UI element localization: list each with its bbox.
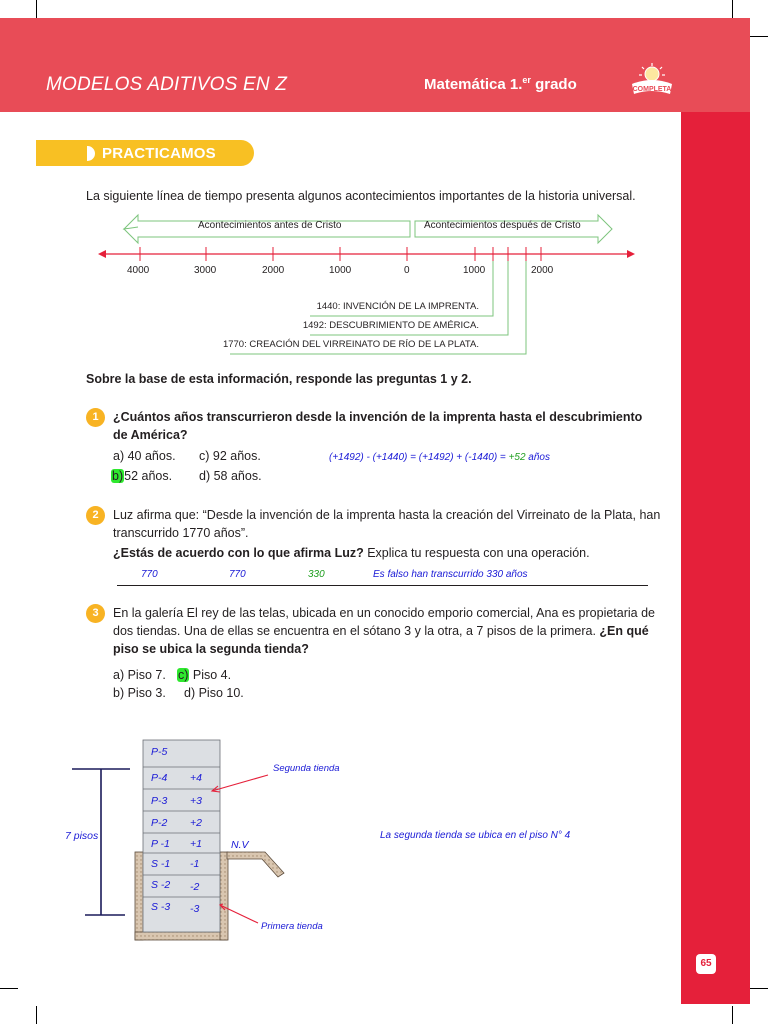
crop-mark <box>732 1006 733 1024</box>
question-2-line: Luz afirma que: “Desde la invención de la imprenta hasta la creación del Virreinato de la Plata, han <box>113 508 661 522</box>
timeline-tick-label: 1000 <box>329 265 352 276</box>
intro-text: La siguiente línea de tiempo presenta algunos acontecimientos importantes de la historia universal. <box>86 189 636 203</box>
conclusion-text: La segunda tienda se ubica en el piso N° 4 <box>380 830 571 841</box>
question-2-ask: ¿Estás de acuerdo con lo que afirma Luz? Explica tu respuesta con una operación. <box>113 546 590 560</box>
first-store-label: Primera tienda <box>261 921 323 932</box>
q1-option-a: a) 40 años. <box>113 449 176 463</box>
question-number: 2 <box>86 506 105 525</box>
q2-answer: 770 <box>141 569 158 580</box>
answer-highlight: b) <box>112 469 124 483</box>
seven-floors-label: 7 pisos <box>65 830 99 842</box>
timeline-event: 1492: DESCUBRIMIENTO DE AMÉRICA. <box>302 320 479 331</box>
question-1-text: ¿Cuántos años transcurrieron desde la invención de la imprenta hasta el descubrimiento de América? <box>113 410 643 442</box>
subject-title: Matemática 1.$^{er}$ grado <box>424 75 577 93</box>
q1-option-d: d) 58 años. <box>199 469 262 483</box>
floor-value: +2 <box>190 817 202 829</box>
timeline-before-label: Acontecimientos antes de Cristo <box>198 220 342 231</box>
page-number: 65 <box>696 954 716 974</box>
crop-mark <box>750 988 768 989</box>
timeline-tick-label: 1000 <box>463 265 486 276</box>
floor-name: P-3 <box>151 795 168 807</box>
q3-option-d: d) Piso 10. <box>184 686 244 700</box>
floor-value: +4 <box>190 772 202 784</box>
question-number: 3 <box>86 604 105 623</box>
completa-logo <box>626 62 678 102</box>
question-2-line: transcurrido 1770 años”. <box>113 526 249 540</box>
floor-name: P-4 <box>151 772 168 784</box>
crop-mark <box>732 0 733 18</box>
ground-level-label: N.V <box>231 839 249 851</box>
q2-answer: Es falso han transcurrido 330 años <box>373 569 528 580</box>
timeline-tick-label: 2000 <box>262 265 285 276</box>
question-3-line: piso se ubica la segunda tienda? <box>113 642 309 656</box>
answer-highlight: c) <box>178 668 189 682</box>
q1-handwritten-work: (+1492) - (+1440) = (+1492) + (-1440) = +52 años <box>329 452 550 463</box>
floor-value: -3 <box>190 903 200 915</box>
floor-name: P -1 <box>151 838 170 850</box>
timeline-event: 1770: CREACIÓN DEL VIRREINATO DE RÍO DE LA PLATA. <box>222 339 479 350</box>
crop-mark <box>0 988 18 989</box>
svg-text:COMPLETA: COMPLETA <box>632 86 672 93</box>
q1-option-c: c) 92 años. <box>199 449 261 463</box>
timeline-event: 1440: INVENCIÓN DE LA IMPRENTA. <box>316 301 479 312</box>
floor-name: S -2 <box>151 879 171 891</box>
question-3-line: En la galería El rey de las telas, ubicada en un conocido emporio comercial, Ana es propietaria de <box>113 606 655 620</box>
floor-value: -2 <box>190 881 200 893</box>
question-number: 1 <box>86 408 105 427</box>
q3-option-c: c) Piso 4. <box>178 668 232 682</box>
floor-value: +3 <box>190 795 202 807</box>
side-band <box>681 112 750 1004</box>
q2-answer: 330 <box>308 569 325 580</box>
floor-value: +1 <box>190 838 202 850</box>
floor-value: -1 <box>190 858 200 870</box>
crop-mark <box>36 0 37 18</box>
second-store-label: Segunda tienda <box>273 763 340 774</box>
timeline-tick-label: 0 <box>404 265 410 276</box>
instructions: Sobre la base de esta información, responde las preguntas 1 y 2. <box>86 372 472 386</box>
crop-mark <box>36 1006 37 1024</box>
floor-name: P-2 <box>151 817 168 829</box>
timeline-tick-label: 3000 <box>194 265 217 276</box>
timeline-tick-label: 2000 <box>531 265 554 276</box>
section-label: PRACTICAMOS <box>102 145 216 162</box>
floor-name: S -1 <box>151 858 171 870</box>
q3-option-a: a) Piso 7. <box>113 668 166 682</box>
chapter-title: MODELOS ADITIVOS EN Z <box>46 74 288 95</box>
floor-name: P-5 <box>151 746 168 758</box>
q3-option-b: b) Piso 3. <box>113 686 166 700</box>
floor-name: S -3 <box>151 901 171 913</box>
q1-option-b: b)52 años. <box>112 469 173 483</box>
timeline-tick-label: 4000 <box>127 265 150 276</box>
q2-answer: 770 <box>229 569 246 580</box>
timeline-after-label: Acontecimientos después de Cristo <box>424 220 581 231</box>
answer-line <box>117 585 648 586</box>
crop-mark <box>750 36 768 37</box>
question-3-line: dos tiendas. Una de ellas se encuentra en el sótano 3 y la otra, a 7 pisos de la primera. ¿En qué <box>113 624 649 638</box>
